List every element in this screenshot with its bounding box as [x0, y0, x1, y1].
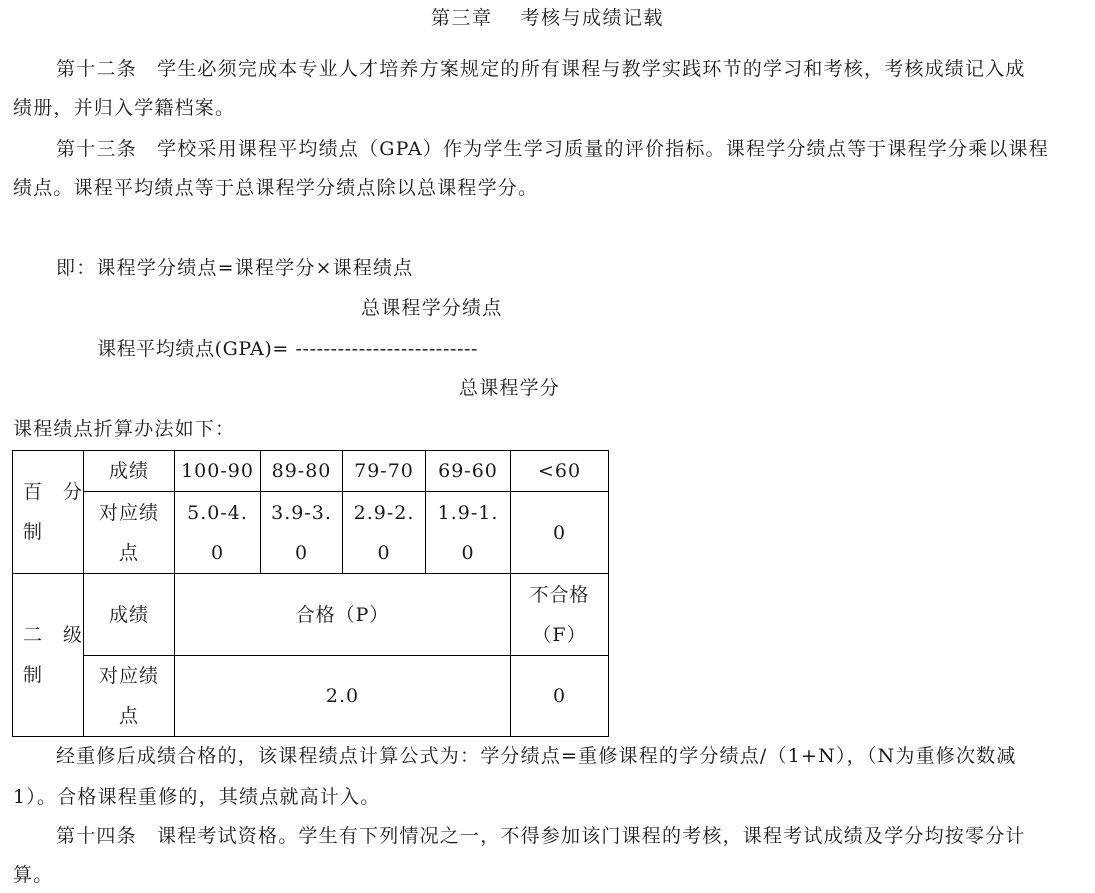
table-row	[13, 656, 609, 737]
fail-point-cell: 0	[511, 656, 609, 737]
point-cell: 5.0-4. 0	[175, 492, 261, 574]
retake-line-2: 1）。合格课程重修的，其绩点就高计入。	[13, 786, 381, 808]
formula-line: 即：课程学分绩点=课程学分×课程绩点	[56, 257, 414, 279]
fail-cell: 不合格 （F）	[511, 574, 609, 656]
article-12-line-2: 绩册，并归入学籍档案。	[13, 97, 236, 119]
table-row	[13, 574, 609, 656]
table-row	[13, 451, 609, 492]
article-14-line-1: 第十四条 课程考试资格。学生有下列情况之一，不得参加该门课程的考核，课程考试成绩及学分均按零分计	[56, 825, 1026, 847]
formula-gpa: 课程平均绩点(GPA)= --------------------------	[97, 338, 479, 360]
grade-conversion-table	[12, 450, 609, 737]
table-row	[13, 492, 609, 574]
grade-label: 成绩	[84, 451, 175, 492]
grade-label: 成绩	[84, 574, 175, 656]
two-level-label: 二 级 制	[13, 574, 84, 737]
article-13-line-1: 第十三条 学校采用课程平均绩点（GPA）作为学生学习质量的评价指标。课程学分绩点等于课程学分乘以课程	[56, 138, 1049, 160]
point-cell: 2.9-2. 0	[343, 492, 426, 574]
formula-denominator: 总课程学分	[459, 377, 561, 399]
range-cell: 79-70	[343, 451, 426, 492]
point-cell: 3.9-3. 0	[261, 492, 343, 574]
range-cell: 89-80	[261, 451, 343, 492]
retake-line-1: 经重修后成绩合格的，该课程绩点计算公式为：学分绩点=重修课程的学分绩点/（1+N），（N为重修次数减	[56, 745, 1017, 767]
point-label: 对应绩 点	[84, 492, 175, 574]
percent-system-label: 百 分 制	[13, 451, 84, 574]
range-cell: 69-60	[426, 451, 511, 492]
range-cell: <60	[511, 451, 609, 492]
point-cell: 1.9-1. 0	[426, 492, 511, 574]
chapter-title: 第三章 考核与成绩记载	[430, 7, 665, 29]
point-cell: 0	[511, 492, 609, 574]
conversion-intro: 课程绩点折算办法如下：	[13, 418, 236, 440]
pass-cell: 合格（P）	[175, 574, 511, 656]
article-12-line-1: 第十二条 学生必须完成本专业人才培养方案规定的所有课程与教学实践环节的学习和考核，考核成绩记入成	[56, 58, 1026, 80]
formula-numerator: 总课程学分绩点	[361, 297, 503, 319]
article-13-line-2: 绩点。课程平均绩点等于总课程学分绩点除以总课程学分。	[13, 177, 539, 199]
point-label: 对应绩 点	[84, 656, 175, 737]
article-14-line-2: 算。	[13, 864, 54, 886]
pass-point-cell: 2.0	[175, 656, 511, 737]
range-cell: 100-90	[175, 451, 261, 492]
